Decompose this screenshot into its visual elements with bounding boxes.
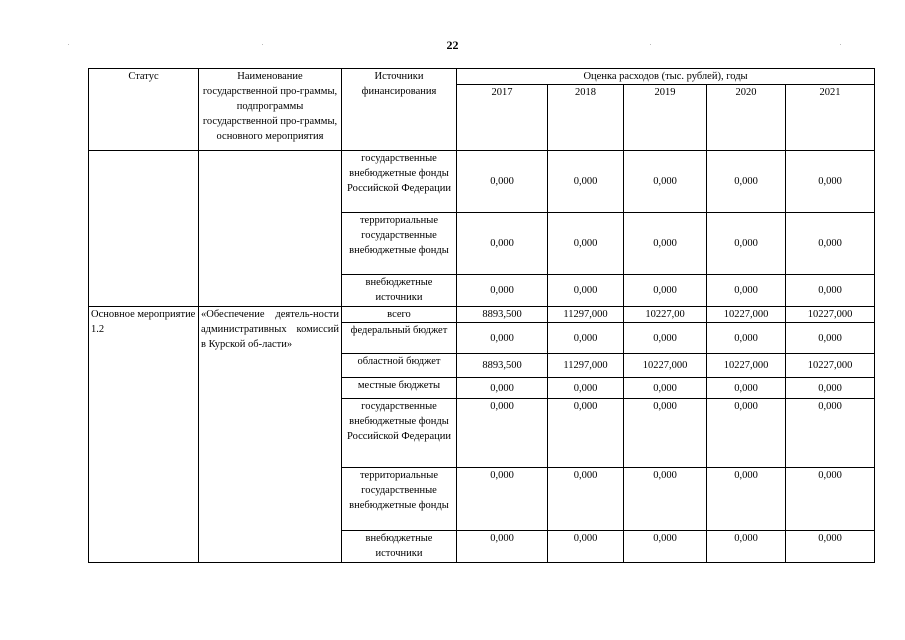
value-cell: 0,000 <box>457 213 548 275</box>
value-cell: 10227,000 <box>707 354 786 378</box>
funding-source-cell: государственные внебюджетные фонды Российской Федерации <box>342 151 457 213</box>
value-cell: 0,000 <box>707 378 786 399</box>
status-cell <box>89 151 199 307</box>
header-row <box>89 69 875 85</box>
value-cell: 0,000 <box>548 399 624 468</box>
funding-source-cell: государственные внебюджетные фонды Российской Федерации <box>342 399 457 468</box>
value-cell: 11297,000 <box>548 354 624 378</box>
value-cell: 0,000 <box>707 531 786 563</box>
value-cell: 0,000 <box>707 468 786 531</box>
value-cell: 10227,00 <box>624 307 707 323</box>
value-cell: 0,000 <box>786 531 875 563</box>
value-cell: 0,000 <box>707 275 786 307</box>
value-cell: 0,000 <box>624 531 707 563</box>
value-cell: 0,000 <box>707 213 786 275</box>
status-cell: Основное мероприятие 1.2 <box>89 307 199 563</box>
value-cell: 0,000 <box>786 378 875 399</box>
value-cell: 0,000 <box>707 151 786 213</box>
value-cell: 0,000 <box>624 151 707 213</box>
value-cell: 0,000 <box>548 151 624 213</box>
page-number: 22 <box>446 38 459 52</box>
value-cell: 10227,000 <box>707 307 786 323</box>
funding-source-cell: внебюджетные источники <box>342 531 457 563</box>
scan-speck <box>262 44 263 45</box>
program-name-cell: «Обеспечение деятель-ности административных комиссий в Курской об-ласти» <box>199 307 342 563</box>
funding-source-cell: территориальные государственные внебюджетные фонды <box>342 213 457 275</box>
value-cell: 0,000 <box>457 399 548 468</box>
header-funding-sources: Источники финансирования <box>342 69 457 151</box>
value-cell: 0,000 <box>548 468 624 531</box>
value-cell: 0,000 <box>786 213 875 275</box>
value-cell: 0,000 <box>786 275 875 307</box>
funding-source-cell: внебюджетные источники <box>342 275 457 307</box>
value-cell: 0,000 <box>548 213 624 275</box>
value-cell: 0,000 <box>786 323 875 354</box>
value-cell: 0,000 <box>786 468 875 531</box>
value-cell: 8893,500 <box>457 354 548 378</box>
program-name-cell <box>199 151 342 307</box>
value-cell: 11297,000 <box>548 307 624 323</box>
value-cell: 10227,000 <box>786 307 875 323</box>
value-cell: 0,000 <box>457 531 548 563</box>
funding-source-cell: областной бюджет <box>342 354 457 378</box>
value-cell: 0,000 <box>624 275 707 307</box>
value-cell: 0,000 <box>548 378 624 399</box>
scan-speck <box>650 44 651 45</box>
value-cell: 0,000 <box>624 468 707 531</box>
header-program-name: Наименование государственной про-граммы, подпрограммы государственной про-граммы, основного мероприятия <box>199 69 342 151</box>
value-cell: 0,000 <box>786 151 875 213</box>
funding-source-cell: федеральный бюджет <box>342 323 457 354</box>
header-expense-estimate: Оценка расходов (тыс. рублей), годы <box>457 69 875 85</box>
scan-speck <box>68 44 69 45</box>
value-cell: 0,000 <box>707 323 786 354</box>
header-status: Статус <box>89 69 199 151</box>
funding-source-cell: всего <box>342 307 457 323</box>
table-row <box>89 151 875 213</box>
funding-source-cell: территориальные государственные внебюджетные фонды <box>342 468 457 531</box>
table-row <box>89 307 875 323</box>
value-cell: 0,000 <box>624 323 707 354</box>
value-cell: 10227,000 <box>786 354 875 378</box>
header-year: 2017 <box>457 85 548 151</box>
value-cell: 0,000 <box>457 275 548 307</box>
funding-source-cell: местные бюджеты <box>342 378 457 399</box>
header-year: 2021 <box>786 85 875 151</box>
value-cell: 0,000 <box>624 399 707 468</box>
value-cell: 0,000 <box>624 378 707 399</box>
value-cell: 0,000 <box>457 323 548 354</box>
value-cell: 0,000 <box>786 399 875 468</box>
value-cell: 0,000 <box>548 531 624 563</box>
value-cell: 0,000 <box>548 323 624 354</box>
value-cell: 0,000 <box>457 151 548 213</box>
value-cell: 0,000 <box>624 213 707 275</box>
value-cell: 0,000 <box>548 275 624 307</box>
header-year: 2020 <box>707 85 786 151</box>
value-cell: 8893,500 <box>457 307 548 323</box>
scan-speck <box>840 44 841 45</box>
value-cell: 0,000 <box>707 399 786 468</box>
budget-table <box>88 68 875 563</box>
value-cell: 0,000 <box>457 378 548 399</box>
header-year: 2019 <box>624 85 707 151</box>
value-cell: 0,000 <box>457 468 548 531</box>
value-cell: 10227,000 <box>624 354 707 378</box>
header-year: 2018 <box>548 85 624 151</box>
